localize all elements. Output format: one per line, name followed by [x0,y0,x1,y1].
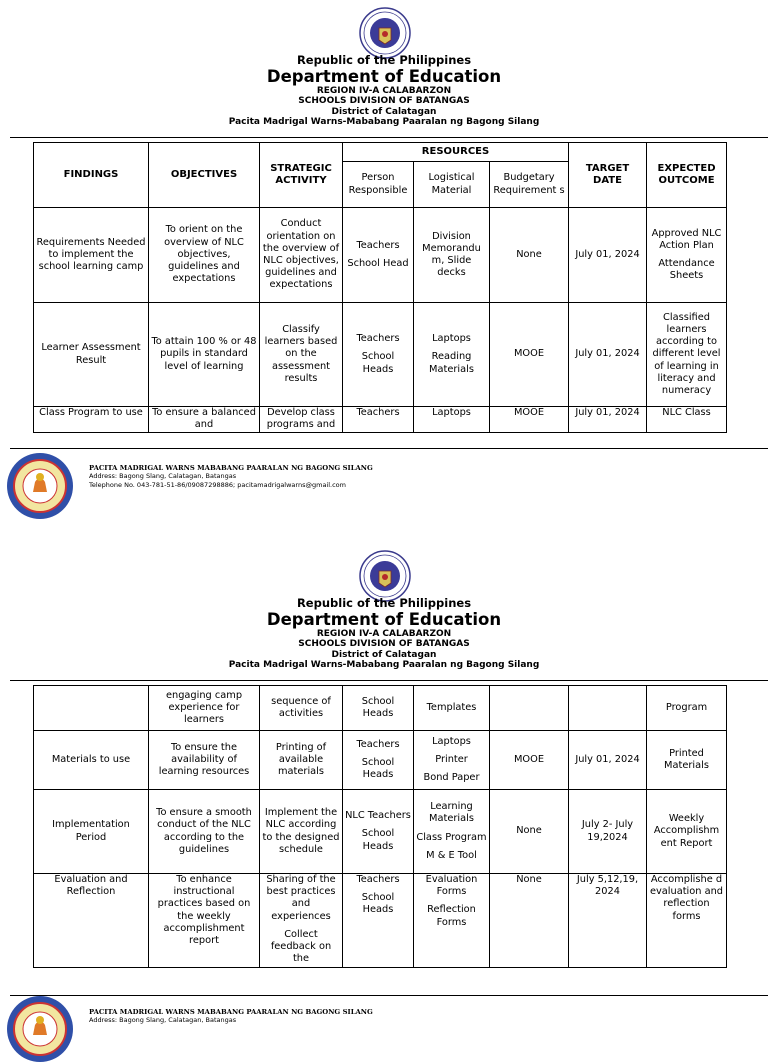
date-cell [569,686,647,731]
outcome-line: Attendance Sheets [658,258,715,282]
objectives-cell: To ensure a balanced and [149,407,260,433]
person-cell: School Heads [343,686,414,731]
header-rule [10,137,768,138]
material-line: Learning Materials [429,801,474,825]
findings-cell: Materials to use [34,731,149,790]
col-strategic-activity: STRATEGIC ACTIVITY [260,143,343,208]
deped-seal-logo [359,550,411,602]
material-line: Laptops [432,333,471,345]
person-line: School Head [347,258,409,269]
page-2 [0,543,768,1024]
material-cell [414,874,490,968]
region-line: REGION IV-A CALABARZON [316,629,452,639]
budget-cell: MOOE [490,407,569,433]
footer-info [89,1008,373,1025]
objectives-cell: To ensure the availability of learning resources [149,731,260,790]
table-row [34,407,727,433]
table-bottom-rule [10,448,768,449]
region-line: REGION IV-A CALABARZON [316,86,452,96]
budget-cell: None [490,208,569,303]
activity-cell: Printing of available materials [260,731,343,790]
footer-contact: Telephone No. 043-781-51-86/09087298886; pacitamadrigalwarns@gmail.com [89,480,346,489]
col-budgetary-requirements: Budgetary Requirement s [490,162,569,208]
col-logistical-material: Logistical Material [414,162,490,208]
material-line: Laptops [432,735,471,747]
activity-cell: Implement the NLC according to the designed schedule [260,790,343,874]
date-cell: July 01, 2024 [569,407,647,433]
material-cell: Division Memorandu m, Slide decks [414,208,490,303]
school-line: Pacita Madrigal Warns-Mababang Paaralan ng Bagong Silang [228,660,540,670]
person-cell [343,208,414,303]
table-bottom-rule [10,995,768,996]
material-line: Bond Paper [423,772,480,784]
material-cell [414,303,490,407]
material-line: M & E Tool [426,849,477,861]
table-row [34,874,727,968]
material-line: Printer [435,753,468,765]
person-line: Teachers [356,239,400,251]
person-line: Teachers [356,333,400,345]
findings-cell: Class Program to use [34,407,149,433]
person-line: School Heads [361,828,395,852]
activity-cell: Conduct orientation on the overview of NLC objectives, guidelines and expectations [260,208,343,303]
person-line: School Heads [361,756,395,781]
action-plan-table [33,142,727,433]
person-cell [343,731,414,790]
division-line: SCHOOLS DIVISION OF BATANGAS [298,96,470,106]
findings-cell: Implementation Period [34,790,149,874]
table-row [34,790,727,874]
objectives-cell: To attain 100 % or 48 pupils in standard level of learning [149,303,260,407]
school-logo [6,995,74,1063]
outcome-line: Approved NLC Action Plan [651,227,722,251]
footer-info [89,464,373,489]
col-resources: RESOURCES [343,143,569,162]
footer-school-name: PACITA MADRIGAL WARNS MABABANG PAARALAN NG BAGONG SILANG [89,464,373,472]
col-expected-outcome: EXPECTED OUTCOME [647,143,727,208]
objectives-cell: To ensure a smooth conduct of the NLC according to the guidelines [149,790,260,874]
district-line: District of Calatagan [331,650,437,660]
division-line: SCHOOLS DIVISION OF BATANGAS [298,639,470,649]
table-row [34,686,727,731]
objectives-cell: To enhance instructional practices based on the weekly accomplishment report [149,874,260,968]
outcome-cell: Accomplishe d evaluation and reflection forms [647,874,727,968]
person-line: School Heads [361,892,395,916]
material-cell [414,731,490,790]
outcome-cell [647,208,727,303]
republic-line: Republic of the Philippines [296,596,472,610]
footer-address: Address: Bagong Slang, Calatagan, Batangas [89,1016,237,1025]
footer-school-name: PACITA MADRIGAL WARNS MABABANG PAARALAN NG BAGONG SILANG [89,1008,373,1016]
person-cell [343,874,414,968]
department-title: Department of Education [266,67,502,86]
footer-address: Address: Bagong Slang, Calatagan, Batangas [89,472,237,481]
material-line: Class Program [416,831,487,843]
deped-seal-logo [359,7,411,59]
outcome-cell: Classified learners according to different level of learning in literacy and numeracy [647,303,727,407]
person-line: School Heads [361,351,395,375]
header-rule [10,680,768,681]
action-plan-table-continued [33,685,727,968]
table-row [34,303,727,407]
material-cell: Templates [414,686,490,731]
findings-cell [34,686,149,731]
school-logo [6,452,74,520]
findings-cell: Requirements Needed to implement the school learning camp [34,208,149,303]
material-line: Reflection Forms [427,904,476,928]
col-target-date: TARGET DATE [569,143,647,208]
activity-line: Collect feedback on the [270,928,332,965]
person-line: NLC Teachers [345,810,411,822]
outcome-cell: Program [647,686,727,731]
findings-cell: Evaluation and Reflection [34,874,149,968]
date-cell: July 01, 2024 [569,208,647,303]
republic-line: Republic of the Philippines [296,53,472,67]
table-row [34,731,727,790]
district-line: District of Calatagan [331,107,437,117]
person-cell [343,303,414,407]
person-cell [343,790,414,874]
department-title: Department of Education [266,610,502,629]
date-cell: July 5,12,19, 2024 [569,874,647,968]
findings-cell: Learner Assessment Result [34,303,149,407]
outcome-cell: Weekly Accomplishm ent Report [647,790,727,874]
budget-cell: None [490,790,569,874]
col-objectives: OBJECTIVES [149,143,260,208]
activity-cell: sequence of activities [260,686,343,731]
material-line: Evaluation Forms [425,874,478,898]
activity-cell: Classify learners based on the assessment results [260,303,343,407]
outcome-cell: NLC Class [647,407,727,433]
budget-cell: MOOE [490,303,569,407]
budget-cell [490,686,569,731]
col-findings: FINDINGS [34,143,149,208]
page-1 [0,0,768,500]
budget-cell: MOOE [490,731,569,790]
objectives-cell: engaging camp experience for learners [149,686,260,731]
outcome-cell: Printed Materials [647,731,727,790]
material-line: Reading Materials [429,351,474,375]
date-cell: July 01, 2024 [569,731,647,790]
date-cell: July 01, 2024 [569,303,647,407]
objectives-cell: To orient on the overview of NLC objectives, guidelines and expectations [149,208,260,303]
person-cell: Teachers [343,407,414,433]
material-cell: Laptops [414,407,490,433]
date-cell: July 2- July 19,2024 [569,790,647,874]
material-cell [414,790,490,874]
table-row [34,208,727,303]
activity-cell: Develop class programs and [260,407,343,433]
school-line: Pacita Madrigal Warns-Mababang Paaralan ng Bagong Silang [228,117,540,127]
activity-line: Sharing of the best practices and experiences [266,874,336,922]
person-line: Teachers [356,874,400,885]
budget-cell: None [490,874,569,968]
activity-cell [260,874,343,968]
person-line: Teachers [356,738,400,750]
col-person-responsible: Person Responsible [343,162,414,208]
